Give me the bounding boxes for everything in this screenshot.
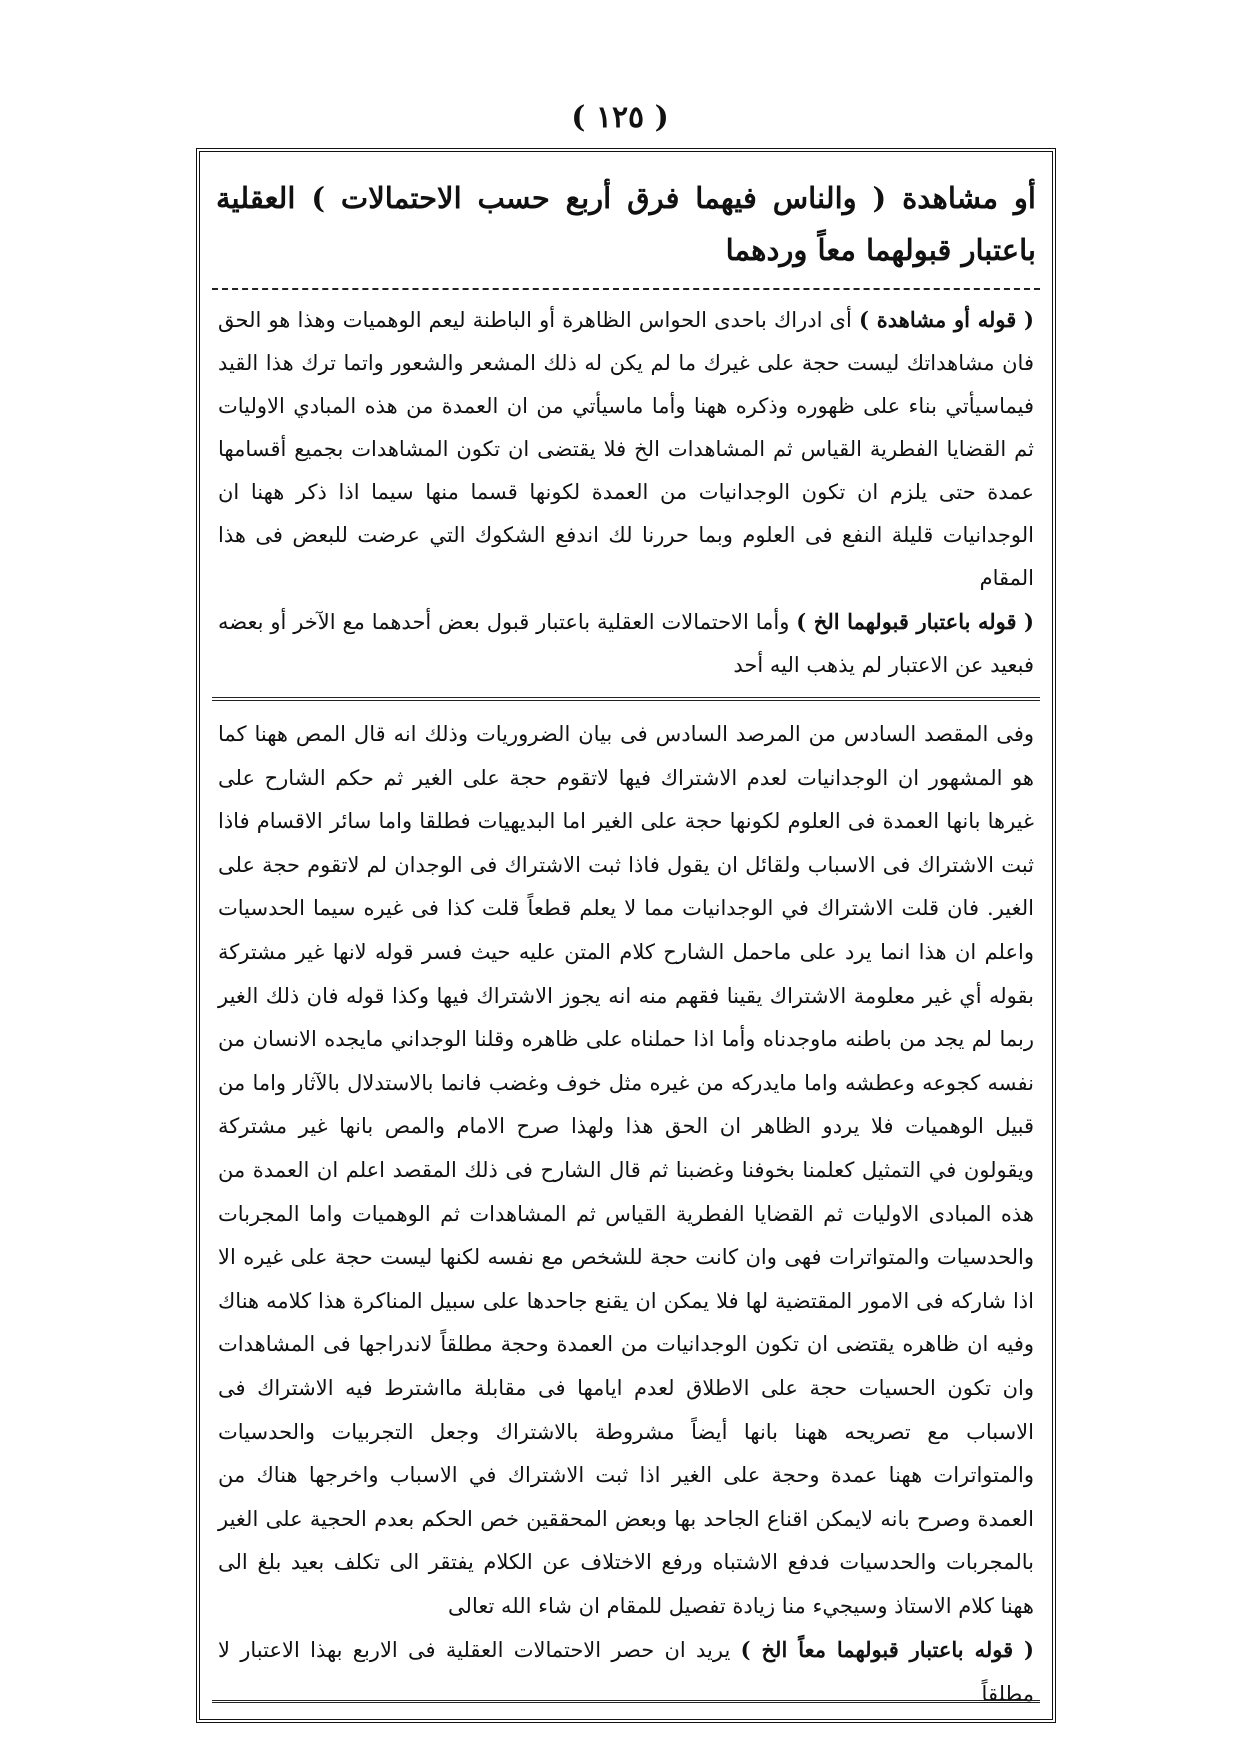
page-frame: [196, 148, 1056, 1723]
hashiya-text: وأما الاحتمالات العقلية باعتبار قبول بعض أحدهما مع الآخر أو بعضه فبعيد عن الاعتبار لم يذهب اليه أحد: [218, 610, 1034, 677]
sharh-text: يريد ان حصر الاحتمالات العقلية فى الاربع بهذا الاعتبار لا مطلقاً: [218, 1638, 1034, 1707]
bottom-rule: [212, 1700, 1040, 1703]
page-number: ( ١٢٥ ): [571, 100, 669, 135]
hashiya-block: [208, 298, 1044, 687]
hashiya-heading: ( قوله باعتبار قبولهما الخ ): [796, 609, 1034, 634]
sharh-paragraph: وفى المقصد السادس من المرصد السادس فى بيان الضروريات وذلك انه قال المص ههنا كما هو المشهور ان الوجدانيات لعدم الاشتراك فيها لاتقوم حجة على الغير ثم حكم الشارح على غيرها بانها العمدة فى العلوم لكونها حجة على الغير اما البديهيات فطلقا واما سائر الاقسام فاذا ثبت الاشتراك فى الاسباب ولقائل ان يقول فاذا ثبت الاشتراك فى الوجدان لم لاتقوم حجة على الغير. فان قلت الاشتراك في الوجدانيات مما لا يعلم قطعاً قلت كذا فى غيره سيما الحدسيات واعلم ان هذا انما يرد على ماحمل الشارح كلام المتن عليه حيث فسر قوله لانها غير مشتركة بقوله أي غير معلومة الاشتراك يقينا فقهم منه انه يجوز الاشتراك فيها وكذا قوله فان ذلك الغير ربما لم يجد من باطنه ماوجدناه وأما اذا حملناه على ظاهره وقلنا الوجداني مايجده الانسان من نفسه كجوعه وعطشه واما مايدركه من غيره مثل خوف وغضب فانما بالاستدلال بالآثار واما من قبيل الوهميات فلا يردو الظاهر ان الحق هذا ولهذا صرح الامام والمص بانها غير مشتركة ويقولون في التمثيل كعلمنا بخوفنا وغضبنا ثم قال الشارح فى ذلك المقصد اعلم ان العمدة من هذه المبادى الاوليات ثم القضايا الفطرية القياس ثم المشاهدات ثم الوهميات واما المجربات والحدسيات والمتواترات فهى وان كانت حجة للشخص مع نفسه لكنها ليست حجة على غيره الا اذا شاركه فى الامور المقتضية لها فلا يمكن ان يقنع جاحدها على سبيل المناكرة هذا كلامه هناك وفيه ان ظاهره يقتضى ان تكون الوجدانيات من العمدة وحجة مطلقاً لاندراجها فى المشاهدات وان تكون الحسيات حجة على الاطلاق لعدم ايامها فى مقابلة مااشترط فيه الاشتراك فى الاسباب مع تصريحه ههنا بانها أيضاً مشروطة بالاشتراك وجعل التجربيات والحدسيات والمتواترات ههنا عمدة وحجة على الغير اذا ثبت الاشتراك في الاسباب واخرجها هناك من العمدة وصرح بانه لايمكن اقناع الجاحد بها وبعض المحققين خص الحكم بعدم الحجية على الغير بالمجربات والحدسيات فدفع الاشتباه ورفع الاختلاف عن الكلام يفتقر الى تكلف بعيد بلغ الى ههنا كلام الاستاذ وسيجيء منا زيادة تفصيل للمقام ان شاء الله تعالى: [218, 722, 1034, 1618]
sharh-block: [208, 713, 1044, 1717]
double-separator: [212, 697, 1040, 701]
hashiya-text: أى ادراك باحدى الحواس الظاهرة أو الباطنة ليعم الوهميات وهذا هو الحق فان مشاهداتك ليست حجة على غيرك ما لم يكن له ذلك المشعر والشعور واتما ترك هذا القيد فيماسيأتي بناء على ظهوره وذكره ههنا وأما ماسيأتي من ان العمدة من هذه المبادي الاوليات ثم القضايا الفطرية القياس ثم المشاهدات الخ فلا يقتضى ان تكون المشاهدات بجميع أقسامها عمدة حتى يلزم ان تكون الوجدانيات من العمدة لكونها قسما منها سيما اذا ذكر ههنا ان الوجدانيات قليلة النفع فى العلوم وبما حررنا لك اندفع الشكوك التي عرضت للبعض فى هذا المقام: [218, 308, 1034, 590]
dashed-separator: [212, 288, 1040, 290]
hashiya-heading: ( قوله أو مشاهدة ): [859, 307, 1034, 332]
sharh-heading: ( قوله باعتبار قبولهما معاً الخ ): [740, 1637, 1034, 1663]
sharh-paragraph: [218, 1628, 1034, 1716]
hashiya-paragraph: [218, 600, 1034, 687]
matn-line: أو مشاهدة ( والناس فيهما فرق أربع حسب الاحتمالات ) العقلية باعتبار قبولهما معاً وردهما: [216, 181, 1036, 267]
page-content: [208, 160, 1044, 1711]
hashiya-paragraph: [218, 298, 1034, 600]
